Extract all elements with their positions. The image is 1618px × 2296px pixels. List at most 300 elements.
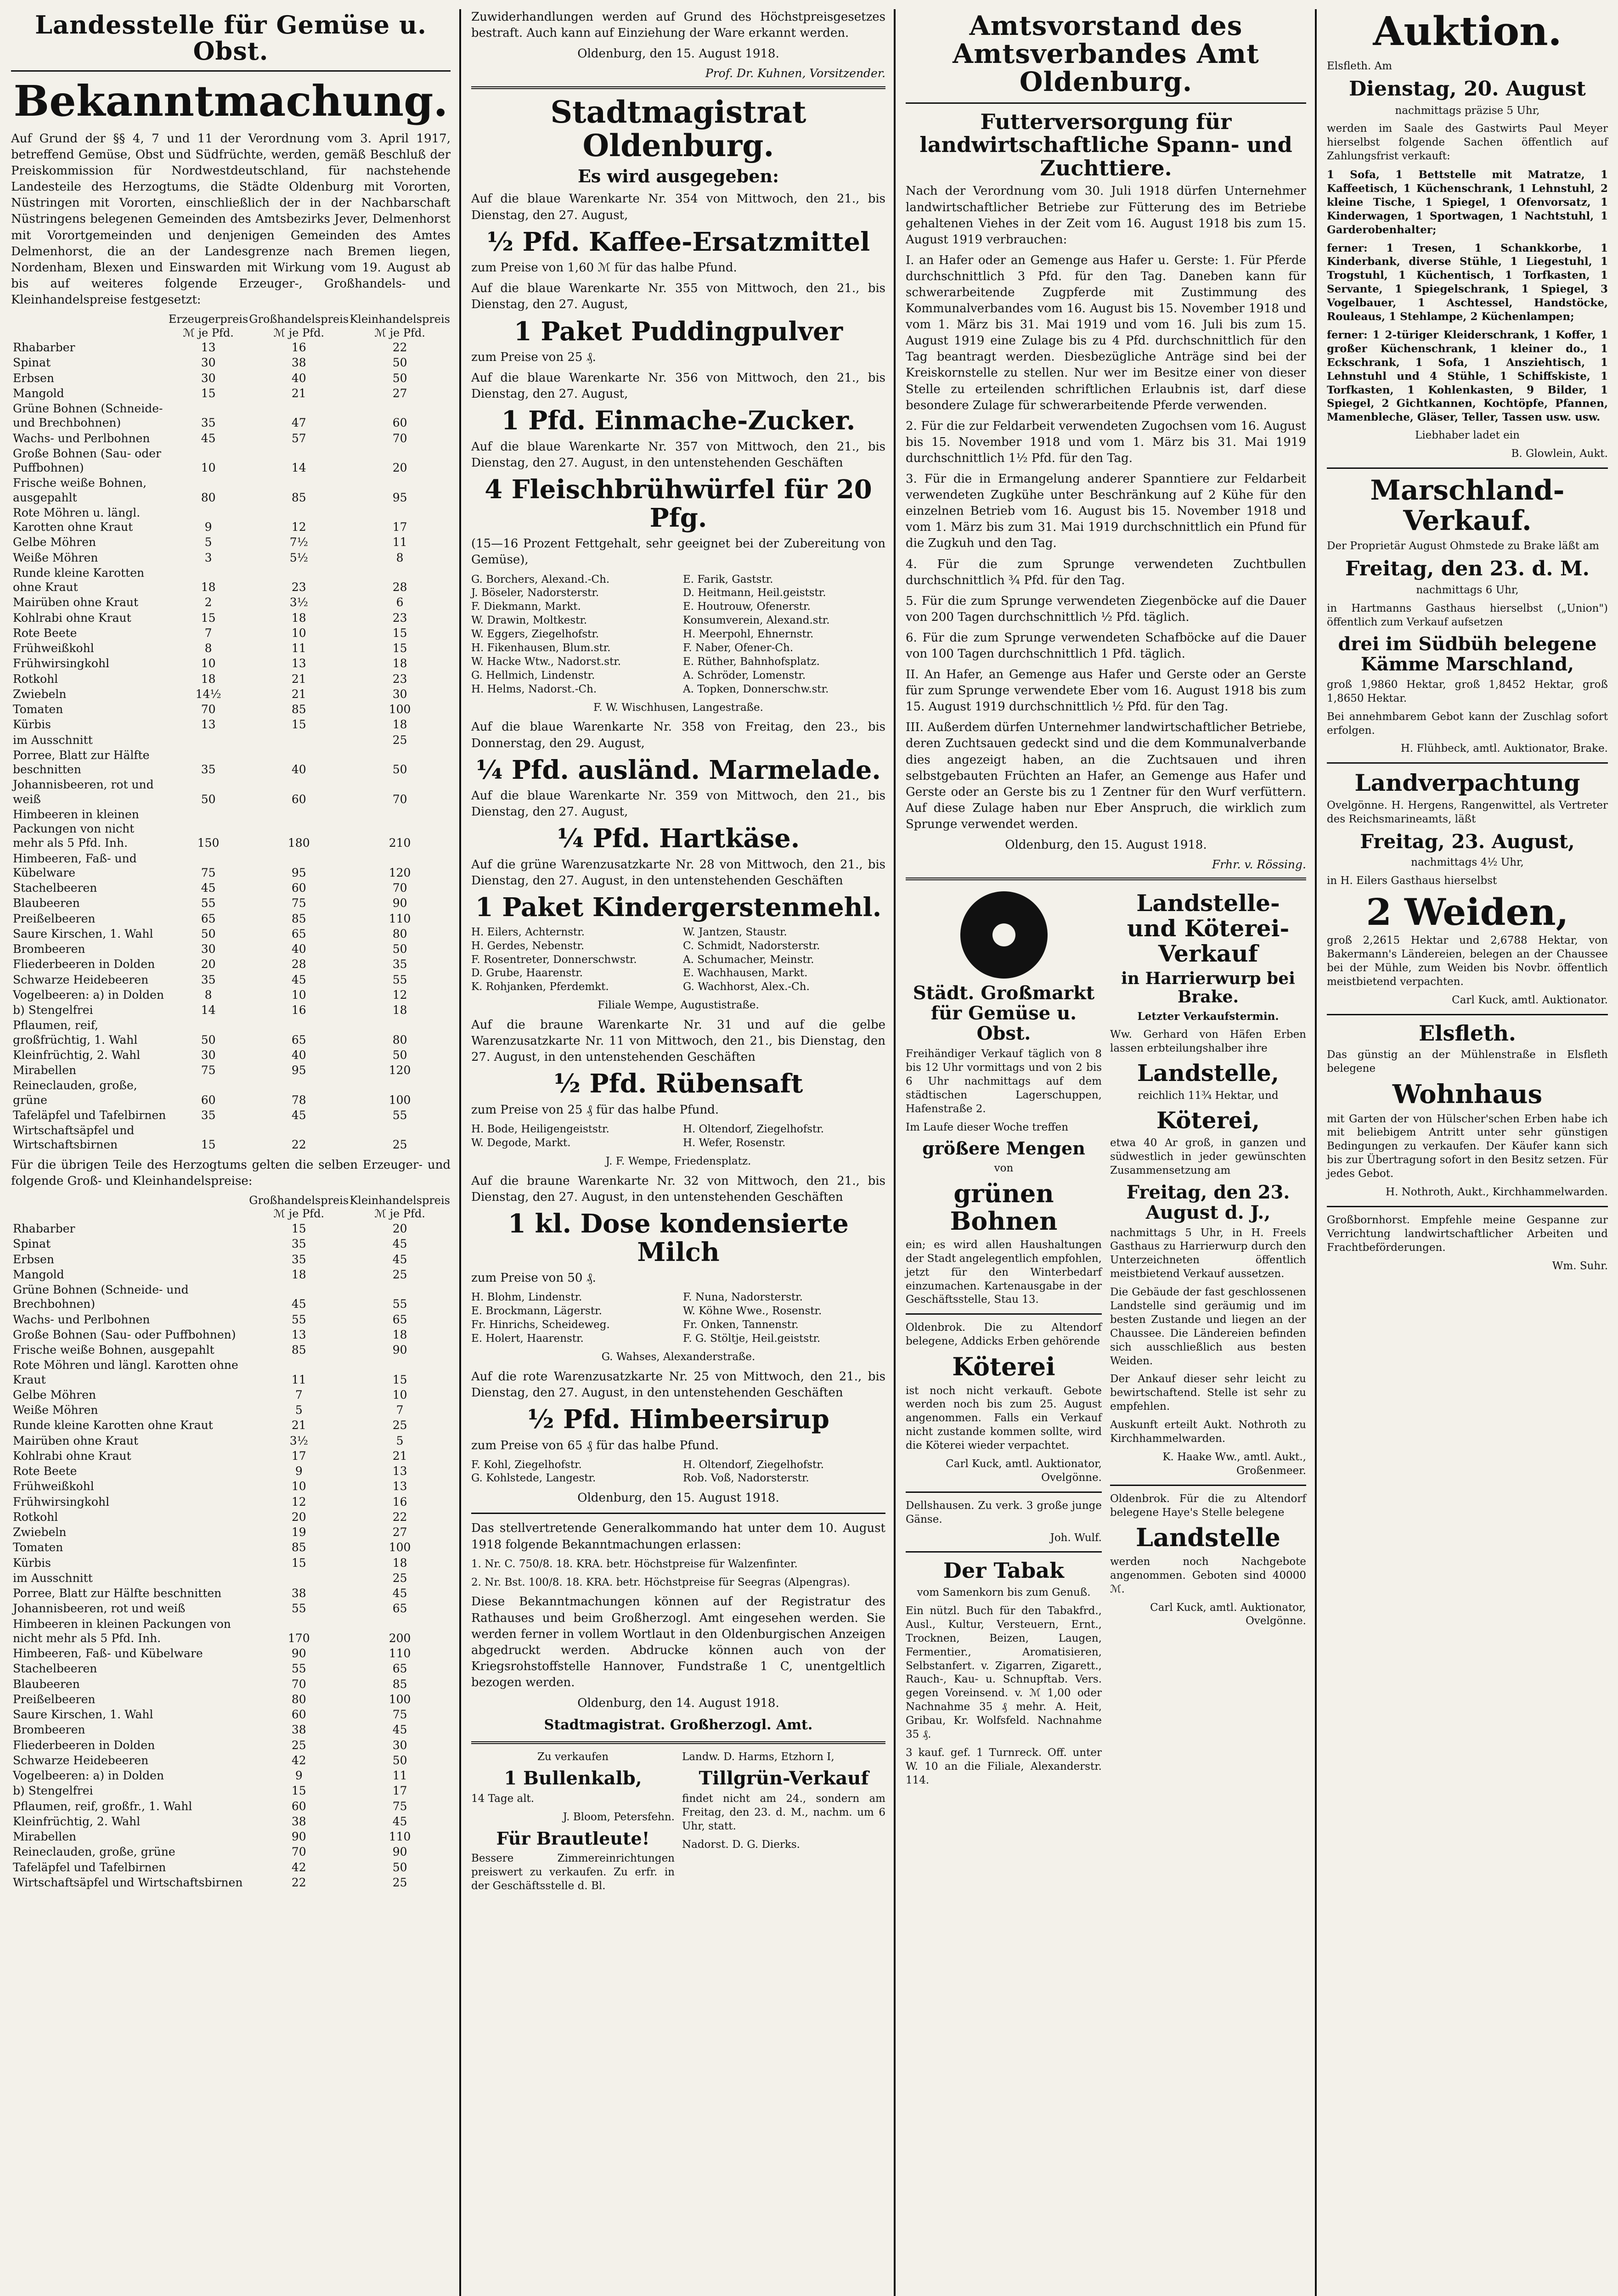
price-row — [11, 1221, 451, 1236]
shop-entry: Konsumverein, Alexand.str. — [683, 614, 830, 627]
ad-title: 2 Weiden, — [1366, 890, 1569, 934]
price-cell: 18 — [201, 672, 216, 686]
produce-name: Johannisbeeren, rot und weiß — [13, 1602, 186, 1615]
shop-entry: Fr. Hinrichs, Scheideweg. — [471, 1319, 610, 1331]
produce-name: Frühwirsingkohl — [13, 657, 110, 670]
text: II. An Hafer, an Gemenge aus Hafer und Gerste oder an Gerste für zum Sprunge verwendete Eber vom 16. August 1918 bis zum 15. August 1919 durchschnittlich ½ Pfd. für den Tag. — [906, 668, 1306, 714]
ad-text: Der Proprietär August Ohmstede zu Brake läßt am — [1327, 540, 1599, 552]
produce-name: Pflaumen, reif, großfr., 1. Wahl — [13, 1799, 192, 1813]
ad-date: Dienstag, 20. August — [1349, 77, 1586, 101]
price-cell: 70 — [392, 431, 407, 445]
price-cell: 16 — [291, 341, 306, 355]
price-cell: 12 — [291, 1495, 306, 1508]
price-row — [11, 1479, 451, 1494]
price-row — [11, 1555, 451, 1570]
price-cell: 55 — [392, 973, 407, 986]
price-cell: 70 — [392, 881, 407, 895]
divider — [906, 1313, 1102, 1315]
price-cell: 15 — [392, 626, 407, 640]
text: Auf die blaue Warenkarte Nr. 358 von Freitag, den 23., bis Donnerstag, den 29. August, — [471, 720, 885, 750]
unit-header: ℳ je Pfd. — [374, 326, 425, 339]
text: 4. Für die zum Sprunge verwendeten Zuchtbullen durchschnittlich ¾ Pfd. für den Tag. — [906, 557, 1306, 587]
ad-signature: B. Glowlein, Aukt. — [1511, 448, 1608, 460]
ad-text: nachmittags präzise 5 Uhr, — [1395, 104, 1540, 117]
produce-name: Spinat — [13, 356, 51, 370]
price-cell: 45 — [291, 1108, 306, 1122]
price-cell: 17 — [392, 520, 407, 534]
shop-entry: E. Holert, Haarenstr. — [471, 1332, 584, 1345]
shop-entry: D. Heitmann, Heil.geiststr. — [683, 587, 826, 599]
price-row — [11, 1267, 451, 1282]
produce-name: Grüne Bohnen (Schneide- und Brechbohnen) — [13, 1283, 189, 1311]
price-cell: 28 — [291, 957, 306, 971]
date-line: Oldenburg, den 15. August 1918. — [1005, 838, 1207, 852]
produce-name: Porree, Blatt zur Hälfte beschnitten — [13, 1587, 222, 1600]
price-cell: 10 — [201, 461, 216, 475]
price-cell: 22 — [392, 1510, 407, 1524]
price-row — [11, 1677, 451, 1692]
price-cell: 13 — [392, 1480, 407, 1493]
ad-text: Ovelgönne. H. Hergens, Rangenwittel, als Vertreter des Reichsmarineamts, läßt — [1327, 799, 1608, 826]
ad-text: Landw. D. Harms, Etzhorn I, — [682, 1750, 834, 1763]
price-cell: 30 — [201, 942, 216, 956]
shop-entry: Fr. Onken, Tannenstr. — [683, 1319, 799, 1331]
price-row — [11, 777, 451, 807]
produce-name: Mirabellen — [13, 1064, 77, 1077]
produce-name: Kleinfrüchtig, 2. Wahl — [13, 1048, 141, 1062]
produce-name: Wachs- und Perlbohnen — [13, 431, 150, 445]
price-cell: 35 — [201, 1108, 216, 1122]
price-row — [11, 1768, 451, 1783]
price-row — [11, 1722, 451, 1737]
produce-name: Große Bohnen (Sau- oder Puffbohnen) — [13, 446, 161, 475]
signature: Prof. Dr. Kuhnen, Vorsitzender. — [705, 67, 885, 80]
price-cell: 200 — [389, 1631, 411, 1645]
price-cell: 50 — [392, 763, 407, 777]
price-cell: 35 — [291, 1237, 306, 1251]
price-cell: 55 — [291, 1662, 306, 1676]
produce-name: Reineclauden, große, grüne — [13, 1079, 137, 1107]
shop-entry: F. Rosentreter, Donnerschwstr. — [471, 953, 637, 966]
ration-item: ¼ Pfd. ausländ. Marmelade. — [476, 754, 881, 785]
price-row — [11, 565, 451, 595]
text: Auf die blaue Warenkarte Nr. 354 von Mittwoch, den 21., bis Dienstag, den 27. August, — [471, 192, 885, 222]
price-cell: 35 — [201, 763, 216, 777]
shop-entry: E. Houtrouw, Ofenerstr. — [683, 601, 811, 613]
price-cell: 28 — [392, 580, 407, 594]
produce-name: Schwarze Heidebeeren — [13, 1753, 149, 1767]
price-cell: 3 — [204, 551, 212, 564]
produce-name: Pflaumen, reif, großfrüchtig, 1. Wahl — [13, 1019, 138, 1047]
price-row — [11, 1018, 451, 1047]
divider — [471, 1741, 885, 1744]
price-row — [11, 1783, 451, 1798]
price-row — [11, 957, 451, 972]
divider — [471, 1513, 885, 1514]
ad-text: Dellshausen. Zu verk. 3 große junge Gänse. — [906, 1499, 1102, 1525]
price-row — [11, 535, 451, 550]
price-cell: 23 — [291, 580, 306, 594]
produce-name: Kleinfrüchtig, 2. Wahl — [13, 1814, 141, 1828]
price-cell: 30 — [201, 1048, 216, 1062]
price-row — [11, 446, 451, 476]
text: Zuwiderhandlungen werden auf Grund des Höchstpreisgesetzes bestraft. Auch kann auf Einziehung der Ware erkannt werden. — [471, 10, 885, 40]
produce-name: Mairüben ohne Kraut — [13, 596, 139, 609]
price-cell: 21 — [392, 1449, 407, 1463]
ad-text: Letzter Verkaufstermin. — [1137, 1010, 1279, 1023]
ad-text: groß 1,9860 Hektar, groß 1,8452 Hektar, groß 1,8650 Hektar. — [1327, 678, 1608, 704]
price-cell: 21 — [291, 672, 306, 686]
price-cell: 27 — [392, 1525, 407, 1539]
ad-signature: K. Haake Ww., amtl. Aukt., Großenmeer. — [1162, 1451, 1306, 1477]
produce-name: Rotkohl — [13, 672, 58, 686]
produce-name: Saure Kirschen, 1. Wahl — [13, 927, 153, 940]
ad-signature: Carl Kuck, amtl. Auktionator. — [1452, 994, 1608, 1006]
price-cell: 30 — [392, 687, 407, 701]
price-cell: 42 — [291, 1753, 306, 1767]
price-cell: 22 — [291, 1138, 306, 1152]
price-cell: 25 — [291, 1738, 306, 1752]
price-cell: 85 — [291, 490, 306, 504]
produce-name: Runde kleine Karotten ohne Kraut — [13, 1418, 213, 1432]
shop-entry: F. G. Stöltje, Heil.geiststr. — [683, 1332, 821, 1345]
price-cell: 9 — [295, 1464, 303, 1478]
ad-text: Oldenbrok. Die zu Altendorf belegene, Addicks Erben gehörende — [906, 1322, 1102, 1348]
ad-title: Marschland-Verkauf. — [1370, 474, 1565, 537]
produce-name: Rote Möhren und längl. Karotten ohne Kraut — [13, 1358, 238, 1386]
produce-name: Erbsen — [13, 1252, 54, 1266]
price-row — [11, 355, 451, 370]
ad-signature: Carl Kuck, amtl. Auktionator, Ovelgönne. — [946, 1458, 1102, 1484]
price-row — [11, 926, 451, 941]
price-cell: 100 — [389, 1093, 411, 1107]
price-row — [11, 1570, 451, 1586]
price-cell: 65 — [291, 1033, 306, 1047]
shop-entry: E. Brockmann, Lägerstr. — [471, 1305, 602, 1317]
price-row — [11, 656, 451, 671]
ad-text: Bei annehmbarem Gebot kann der Zuschlag sofort erfolgen. — [1327, 710, 1608, 737]
ad-date: Freitag, 23. August, — [1360, 830, 1575, 853]
produce-name: Frühweißkohl — [13, 1480, 94, 1493]
produce-name: Vogelbeeren: a) in Dolden — [13, 1769, 164, 1783]
price-cell: 45 — [291, 1297, 306, 1311]
price-cell: 55 — [291, 1312, 306, 1326]
column-rule — [894, 9, 896, 2296]
price-cell: 85 — [291, 703, 306, 716]
produce-name: Brombeeren — [13, 1723, 85, 1737]
price-row — [11, 1402, 451, 1418]
price-cell: 30 — [201, 356, 216, 370]
price-cell: 8 — [204, 642, 212, 655]
ad-text: werden im Saale des Gastwirts Paul Meyer hierselbst folgende Sachen öffentlich auf Zahlungsfrist verkauft: — [1327, 123, 1608, 163]
price-cell: 70 — [201, 703, 216, 716]
price-row — [11, 1123, 451, 1153]
price-cell: 65 — [392, 1662, 407, 1676]
price-row — [11, 1002, 451, 1018]
price-row — [11, 641, 451, 656]
price-cell: 70 — [291, 1677, 306, 1691]
shop-entry: F. Nuna, Nadorsterstr. — [683, 1291, 803, 1304]
price-cell: 50 — [392, 1048, 407, 1062]
ad-text: von — [994, 1162, 1014, 1175]
text: Auf die blaue Warenkarte Nr. 355 von Mittwoch, den 21., bis Dienstag, den 27. August, — [471, 281, 885, 312]
ad-text: 14 Tage alt. — [471, 1793, 535, 1805]
shop-entry: W. Drawin, Moltkestr. — [471, 614, 587, 627]
price-cell: 20 — [291, 1510, 306, 1524]
divider — [906, 878, 1306, 880]
ad-title: Wohnhaus — [1392, 1079, 1543, 1109]
produce-name: Mirabellen — [13, 1830, 77, 1844]
ad-text: vom Samenkorn bis zum Genuß. — [917, 1587, 1091, 1599]
price-row — [11, 1342, 451, 1357]
produce-name: Gelbe Möhren — [13, 1388, 96, 1401]
shop-entry: K. Rohjanken, Pferdemkt. — [471, 981, 609, 993]
ad-title: grünen Bohnen — [950, 1179, 1058, 1236]
price-cell: 50 — [392, 371, 407, 385]
ad-text: ist noch nicht verkauft. Gebote werden noch bis zum 25. August angenommen. Falls ein Verkauf nicht zustande kommen sollte, wird die Köterei wieder verpachtet. — [906, 1384, 1102, 1452]
text: zum Preise von 50 ₰. — [471, 1271, 596, 1285]
shop-entry: F. Diekmann, Markt. — [471, 601, 581, 613]
produce-name: Rote Möhren u. längl. Karotten ohne Kraut — [13, 506, 141, 534]
ad-signature: Nadorst. D. G. Dierks. — [682, 1839, 800, 1851]
price-cell: 14 — [291, 461, 306, 475]
shop-entry: Filiale Wempe, Augustistraße. — [598, 999, 759, 1012]
price-cell: 21 — [291, 687, 306, 701]
price-cell: 50 — [392, 1753, 407, 1767]
price-row — [11, 1418, 451, 1433]
price-cell: 170 — [288, 1631, 310, 1645]
price-cell: 55 — [392, 1297, 407, 1311]
text: zum Preise von 1,60 ℳ für das halbe Pfund. — [471, 261, 737, 275]
produce-name: Wirtschaftsäpfel und Wirtschaftsbirnen — [13, 1875, 243, 1889]
ad-text: findet nicht am 24., sondern am Freitag, den 23. d. M., nachm. um 6 Uhr, statt. — [682, 1793, 885, 1833]
price-cell: 5 — [204, 535, 212, 549]
ad-text: nachmittags 6 Uhr, — [1416, 584, 1519, 597]
price-cell: 35 — [291, 1252, 306, 1266]
price-cell: 90 — [392, 1343, 407, 1357]
shop-entry: F. W. Wischhusen, Langestraße. — [593, 701, 763, 714]
produce-name: Gelbe Möhren — [13, 535, 96, 549]
date-line: Oldenburg, den 14. August 1918. — [577, 1696, 779, 1710]
price-row — [11, 475, 451, 505]
produce-name: Rotkohl — [13, 1510, 58, 1524]
unit-header: ℳ je Pfd. — [273, 326, 325, 339]
produce-name: Wachs- und Perlbohnen — [13, 1312, 150, 1326]
price-cell: 10 — [392, 1388, 407, 1401]
price-cell: 2 — [204, 596, 212, 609]
price-cell: 5 — [295, 1403, 303, 1417]
price-row — [11, 911, 451, 926]
ad-text: groß 2,2615 Hektar und 2,6788 Hektar, von Bakermann's Ländereien, belegen an der Chaussee bei der Mühle, zum Weiden bis Novbr. öffentlich meistbietend verpachten. — [1327, 934, 1608, 988]
price-cell: 15 — [291, 1556, 306, 1570]
price-cell: 25 — [392, 733, 407, 747]
ad-tillgruen — [682, 1750, 885, 1898]
price-cell: 10 — [291, 626, 306, 640]
price-cell: 85 — [291, 1541, 306, 1554]
produce-name: Tomaten — [13, 1541, 63, 1554]
price-cell: 13 — [201, 718, 216, 732]
price-row — [11, 431, 451, 446]
price-cell: 50 — [392, 356, 407, 370]
ad-title: Köterei — [952, 1352, 1055, 1382]
produce-name: Himbeeren in kleinen Packungen von nicht mehr als 5 Pfd. Inh. — [13, 1617, 231, 1645]
price-cell: 85 — [392, 1677, 407, 1691]
price-row — [11, 1252, 451, 1267]
price-cell: 50 — [201, 1033, 216, 1047]
price-row — [11, 1738, 451, 1753]
price-row — [11, 401, 451, 431]
divider — [1327, 1206, 1608, 1207]
price-cell: 57 — [291, 431, 306, 445]
ad-text: Freihändiger Verkauf täglich von 8 bis 12 Uhr vormittags und von 2 bis 6 Uhr nachmittags auf dem städtischen Lagerschuppen, Hafenstraße 2. — [906, 1048, 1102, 1115]
price-cell: 11 — [392, 535, 407, 549]
shop-list — [471, 1458, 885, 1486]
price-cell: 25 — [392, 1138, 407, 1152]
price-cell: 45 — [392, 1587, 407, 1600]
produce-name: Johannisbeeren, rot und weiß — [13, 778, 154, 806]
ad-text: 1 Sofa, 1 Bettstelle mit Matratze, 1 Kaffeetisch, 1 Küchenschrank, 1 Lehnstuhl, 2 kleine Tische, 1 Spiegel, 1 Ofenvorsatz, 1 Kinderwagen, 1 Sportwagen, 1 Nachtstuhl, 1 Garderobenhalter; — [1327, 169, 1608, 236]
price-cell: 10 — [201, 657, 216, 670]
price-cell: 8 — [396, 551, 404, 564]
shop-entry: H. Wefer, Rosenstr. — [683, 1137, 786, 1149]
price-cell: 85 — [291, 912, 306, 925]
price-cell: 55 — [201, 896, 216, 910]
produce-name: Blaubeeren — [13, 1677, 80, 1691]
price-row — [11, 1540, 451, 1555]
ad-title: Für Brautleute! — [496, 1828, 650, 1849]
seal-emblem — [960, 891, 1048, 979]
price-cell: 50 — [392, 1860, 407, 1874]
ad-title: Landstelle — [1135, 1523, 1281, 1553]
ad-signature: Joh. Wulf. — [1050, 1531, 1102, 1544]
price-cell: 17 — [392, 1784, 407, 1798]
ration-item: ½ Pfd. Himbeersirup — [527, 1404, 829, 1435]
price-cell: 90 — [392, 1845, 407, 1859]
ration-item: 4 Fleischbrühwürfel für 20 Pfg. — [485, 474, 872, 533]
list-item: 1. Nr. C. 750/8. 18. KRA. betr. Höchstpreise für Walzenfinter. — [471, 1558, 798, 1570]
price-cell: 90 — [291, 1647, 306, 1660]
ration-item: ½ Pfd. Rübensaft — [553, 1069, 803, 1099]
price-cell: 95 — [291, 1064, 306, 1077]
price-cell: 18 — [201, 580, 216, 594]
price-cell: 120 — [389, 1064, 411, 1077]
col-header: Kleinhandelspreis — [350, 313, 450, 326]
produce-name: Frische weiße Bohnen, ausgepahlt — [13, 476, 147, 504]
ad-text: Im Laufe dieser Woche treffen — [906, 1121, 1069, 1133]
price-cell: 78 — [291, 1093, 306, 1107]
price-cell: 16 — [392, 1495, 407, 1508]
price-cell: 12 — [392, 988, 407, 1002]
price-cell: 13 — [392, 1464, 407, 1478]
shop-entry: H. Eilers, Achternstr. — [471, 926, 585, 938]
price-cell: 23 — [392, 611, 407, 625]
text: Das stellvertretende Generalkommando hat unter dem 10. August 1918 folgende Bekanntmachungen erlassen: — [471, 1521, 885, 1552]
price-row — [11, 1312, 451, 1327]
price-cell: 80 — [201, 490, 216, 504]
price-cell — [248, 1570, 349, 1586]
price-cell: 9 — [295, 1769, 303, 1783]
price-cell: 90 — [392, 896, 407, 910]
price-row — [11, 1387, 451, 1402]
price-cell: 45 — [392, 1814, 407, 1828]
text: Auf die blaue Warenkarte Nr. 359 von Mittwoch, den 21., bis Dienstag, den 27. August, — [471, 789, 885, 819]
price-cell: 45 — [392, 1252, 407, 1266]
price-cell: 18 — [291, 1267, 306, 1281]
shop-entry: J. Böseler, Nadorsterstr. — [471, 587, 599, 599]
price-cell: 3½ — [289, 1434, 308, 1447]
price-cell: 47 — [291, 416, 306, 430]
ad-title: 1 Bullenkalb, — [504, 1767, 642, 1790]
price-cell: 5½ — [289, 551, 308, 564]
text: 3. Für die in Ermangelung anderer Spanntiere zur Feldarbeit verwendeten Zugkühe unter Beschränkung auf 2 Kühe für den einzelnen Betrieb vom 16. August bis 15. November 1918 und vom 1. März bis zum 31. Mai 1919 durchschnittlich ein Pfund für die Zugkuh und den Tag. — [906, 472, 1306, 551]
price-cell: 120 — [389, 866, 411, 879]
list-item: 2. Nr. Bst. 100/8. 18. KRA. betr. Höchstpreise für Seegras (Alpengras). — [471, 1576, 851, 1588]
price-cell: 13 — [201, 341, 216, 355]
shop-entry: W. Degode, Markt. — [471, 1137, 571, 1149]
price-cell: 38 — [291, 1814, 306, 1828]
ad-title: Tillgrün-Verkauf — [699, 1767, 869, 1790]
price-cell: 10 — [291, 1480, 306, 1493]
shop-entry: G. Borchers, Alexand.-Ch. — [471, 573, 610, 585]
price-cell: 21 — [291, 386, 306, 400]
price-row — [11, 1799, 451, 1814]
ration-item: ½ Pfd. Kaffee-Ersatzmittel — [486, 226, 870, 257]
produce-name: Vogelbeeren: a) in Dolden — [13, 988, 164, 1002]
ad-title: drei im Südbüh belegene Kämme Marschland, — [1338, 633, 1597, 675]
price-cell: 7½ — [289, 535, 308, 549]
price-cell — [168, 732, 248, 748]
price-cell: 20 — [392, 1222, 407, 1236]
text: Auf die braune Warenkarte Nr. 31 und auf die gelbe Warenzusatzkarte Nr. 11 von Mittwoch, den 21., bis Dienstag, den 27. August, in den untenstehenden Geschäften — [471, 1018, 885, 1064]
price-row — [11, 1047, 451, 1063]
price-cell: 55 — [291, 1602, 306, 1615]
produce-name: b) Stengelfrei — [13, 1003, 93, 1017]
section-title: Amtsvorstand des Amtsverbandes Amt Oldenburg. — [953, 10, 1259, 97]
price-cell: 60 — [291, 881, 306, 895]
price-cell: 25 — [392, 1875, 407, 1889]
price-cell: 13 — [291, 657, 306, 670]
price-row — [11, 1814, 451, 1829]
produce-name: b) Stengelfrei — [13, 1784, 93, 1798]
shop-entry: H. Blohm, Lindenstr. — [471, 1291, 582, 1304]
price-cell: 85 — [291, 1343, 306, 1357]
produce-name: Fliederbeeren in Dolden — [13, 1738, 155, 1752]
shop-entry: W. Hacke Wtw., Nadorst.str. — [471, 655, 621, 668]
produce-name: Weiße Möhren — [13, 1403, 98, 1417]
price-cell: 40 — [291, 942, 306, 956]
ration-item: ¼ Pfd. Hartkäse. — [557, 823, 800, 854]
ad-title: Städt. Großmarkt für Gemüse u. Obst. — [913, 982, 1095, 1045]
price-cell: 20 — [392, 461, 407, 475]
shop-entry: G. Wahses, Alexanderstraße. — [601, 1351, 755, 1363]
produce-name: Stachelbeeren — [13, 1662, 97, 1676]
shop-entry: A. Topken, Donnerschw.str. — [683, 683, 829, 695]
price-cell: 40 — [291, 763, 306, 777]
ad-date: Freitag, den 23. d. M. — [1345, 557, 1590, 580]
price-row — [11, 386, 451, 401]
shop-entry: G. Kohlstede, Langestr. — [471, 1472, 596, 1485]
shop-entry: J. F. Wempe, Friedensplatz. — [605, 1155, 751, 1167]
text: I. an Hafer oder an Gemenge aus Hafer u. Gerste: 1. Für Pferde durchschnittlich 3 Pfd. für den Tag. Daneben kann für schwerarbeitende Zugpferde mit Zustimmung des Kommunalverbandes vom 16. August bis 15. November 1918 und vom 1. März bis 31. Mai 1919 und vom 16. Juli bis zum 15. August 1919 eine Zulage bis zu 4 Pfd. durchschnittlich für den Tag beantragt werden. Diesbezügliche Anträge sind bei der Kreiskornstelle zu stellen. Nur wer im Besitze einer von dieser Stelle zu erteilenden schriftlichen Erlaubnis ist, darf diese besondere Zulage für schwerarbeitende Pferde verwenden. — [906, 253, 1306, 412]
price-cell: 23 — [392, 672, 407, 686]
price-row — [11, 941, 451, 957]
ad-title: Auktion. — [1373, 9, 1562, 55]
ad-title: Köterei, — [1156, 1106, 1260, 1134]
price-cell: 65 — [201, 912, 216, 925]
price-cell: 45 — [291, 973, 306, 986]
produce-name: Große Bohnen (Sau- oder Puffbohnen) — [13, 1328, 236, 1341]
price-cell: 180 — [288, 836, 310, 850]
